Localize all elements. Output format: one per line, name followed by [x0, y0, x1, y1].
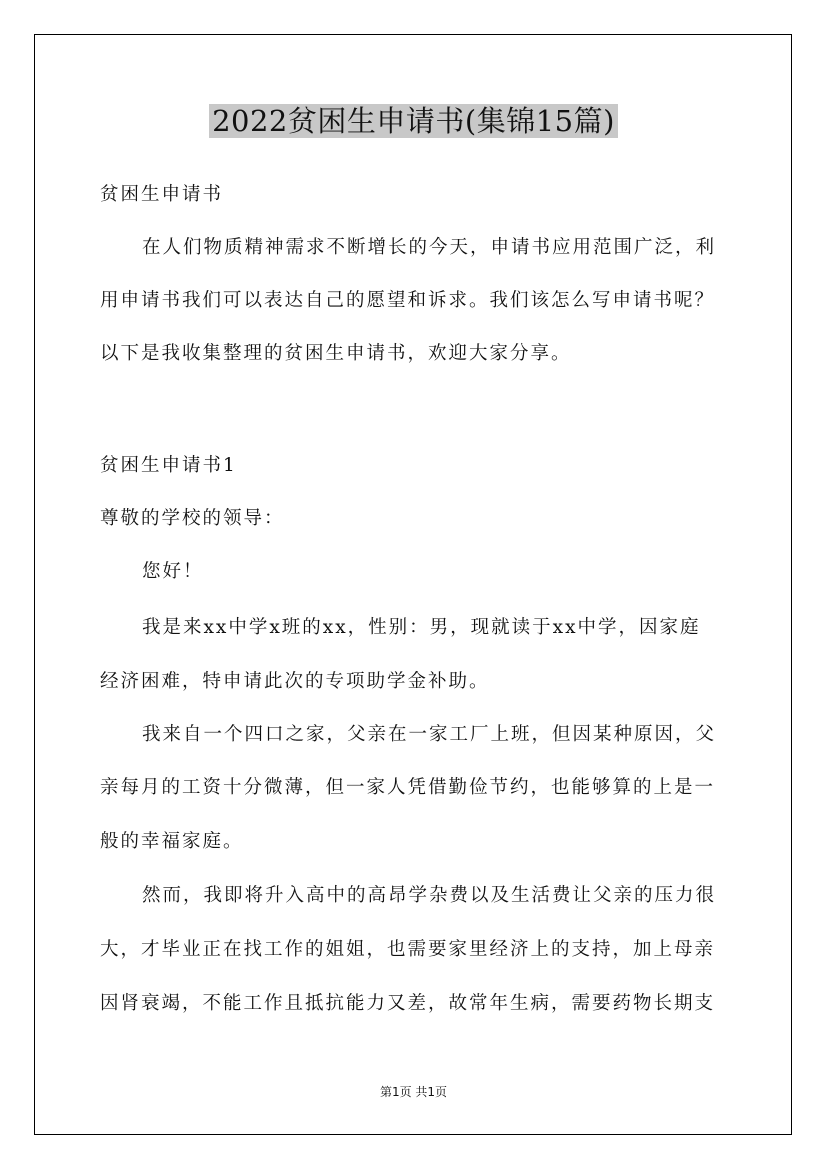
- intro-paragraph-line: 以下是我收集整理的贫困生申请书，欢迎大家分享。: [100, 343, 572, 364]
- body-paragraph-line: 我是来xx中学x班的xx，性别：男，现就读于xx中学，因家庭: [142, 617, 701, 638]
- document-title-text: 2022贫困生申请书(集锦15篇): [209, 104, 618, 138]
- body-paragraph-line: 然而，我即将升入高中的高昂学杂费以及生活费让父亲的压力很: [142, 885, 717, 906]
- page-footer: 第1页 共1页: [379, 1085, 448, 1099]
- body-paragraph-line: 大，才毕业正在找工作的姐姐，也需要家里经济上的支持，加上母亲: [100, 939, 716, 960]
- body-paragraph-line: 因肾衰竭，不能工作且抵抗能力又差，故常年生病，需要药物长期支: [100, 993, 716, 1014]
- body-paragraph-line: 般的幸福家庭。: [100, 831, 244, 852]
- document-title: [0, 101, 827, 141]
- body-paragraph-line: 亲每月的工资十分微薄，但一家人凭借勤俭节约，也能够算的上是一: [100, 777, 716, 798]
- body-paragraph-line: 经济困难，特申请此次的专项助学金补助。: [100, 671, 490, 692]
- intro-paragraph-line: 在人们物质精神需求不断增长的今天，申请书应用范围广泛，利: [142, 237, 717, 258]
- letter-salutation: 尊敬的学校的领导：: [100, 508, 285, 529]
- body-paragraph-line: 我来自一个四口之家，父亲在一家工厂上班，但因某种原因，父: [142, 724, 717, 745]
- intro-paragraph-line: 用申请书我们可以表达自己的愿望和诉求。我们该怎么写申请书呢？: [100, 290, 716, 311]
- letter-heading: 贫困生申请书1: [100, 455, 237, 476]
- section-heading: 贫困生申请书: [100, 184, 224, 205]
- letter-greeting: 您好！: [142, 561, 204, 582]
